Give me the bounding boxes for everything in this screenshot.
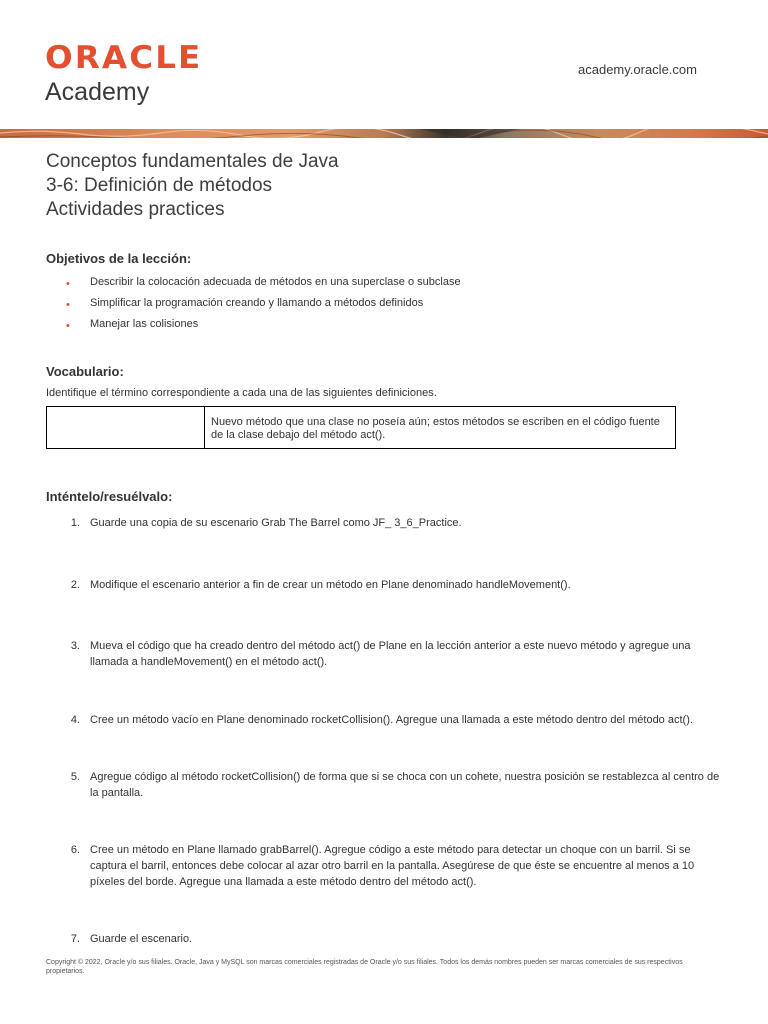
vocabulary-term-cell[interactable]	[47, 407, 205, 448]
title-line-lesson: 3-6: Definición de métodos	[46, 175, 273, 196]
vocabulary-intro: Identifique el término correspondiente a cada una de las siguientes definiciones.	[46, 387, 437, 399]
list-item: • Simplificar la programación creando y llamando a métodos definidos	[66, 297, 424, 311]
logo-brand: ORACLE	[45, 40, 203, 76]
title-line-activity: Actividades practices	[46, 199, 225, 220]
document-title	[46, 150, 339, 222]
bullet-icon: •	[66, 299, 70, 311]
list-item: • Manejar las colisiones	[66, 318, 199, 332]
step-text: Mueva el código que ha creado dentro del método act() de Plane en la lección anterior a este nuevo método y agregue una llamada a handleMovement() en el método act().	[90, 640, 691, 668]
step-number: 6.	[70, 844, 80, 856]
logo-subtitle: Academy	[45, 78, 150, 106]
step-text: Guarde una copia de su escenario Grab The Barrel como JF_ 3_6_Practice.	[90, 517, 462, 529]
step-text: Agregue código al método rocketCollision() de forma que si se choca con un cohete, nuestra posición se restablezca al centro de la pantalla.	[90, 771, 720, 799]
step-number: 7.	[70, 933, 80, 945]
vocabulary-heading: Vocabulario:	[46, 364, 124, 379]
bullet-icon: •	[66, 278, 70, 290]
objectives-list	[66, 276, 461, 339]
step-text: Guarde el escenario.	[90, 933, 193, 945]
step-number: 5.	[70, 771, 80, 783]
try-it-heading: Inténtelo/resuélvalo:	[46, 489, 173, 504]
step-number: 2.	[70, 579, 80, 591]
vocabulary-table	[46, 406, 676, 449]
oracle-academy-logo	[45, 40, 225, 113]
decorative-banner	[0, 127, 768, 138]
step-number: 4.	[70, 714, 80, 726]
list-item: • Describir la colocación adecuada de métodos en una superclase o subclase	[66, 276, 461, 290]
step-text: Cree un método vacío en Plane denominado rocketCollision(). Agregue una llamada a este método dentro del método act().	[90, 714, 693, 726]
step-number: 3.	[70, 640, 80, 652]
copyright-footer: Copyright © 2022, Oracle y/o sus filiales. Oracle, Java y MySQL son marcas comerciales registradas de Oracle y/o sus filiales. Todos los demás nombres pueden ser marcas comerciales de sus respectivos propietarios.	[46, 959, 683, 975]
site-url: academy.oracle.com	[578, 62, 697, 77]
step-text: Cree un método en Plane llamado grabBarrel(). Agregue código a este método para detectar un choque con un barril. Si se captura el barril, entonces debe colocar al azar otro barril en la pantalla. Asegúrese de que éste se encuentre al menos a 10 píxeles del borde. Agregue una llamada a este método dentro del método act().	[90, 844, 695, 888]
objectives-heading: Objetivos de la lección:	[46, 251, 192, 266]
title-line-course: Conceptos fundamentales de Java	[46, 151, 339, 172]
vocabulary-definition-cell: Nuevo método que una clase no poseía aún; estos métodos se escriben en el código fuente de la clase debajo del método act().	[211, 416, 660, 441]
step-number: 1.	[70, 517, 80, 529]
bullet-icon: •	[66, 320, 70, 332]
step-text: Modifique el escenario anterior a fin de crear un método en Plane denominado handleMovement().	[90, 579, 571, 591]
